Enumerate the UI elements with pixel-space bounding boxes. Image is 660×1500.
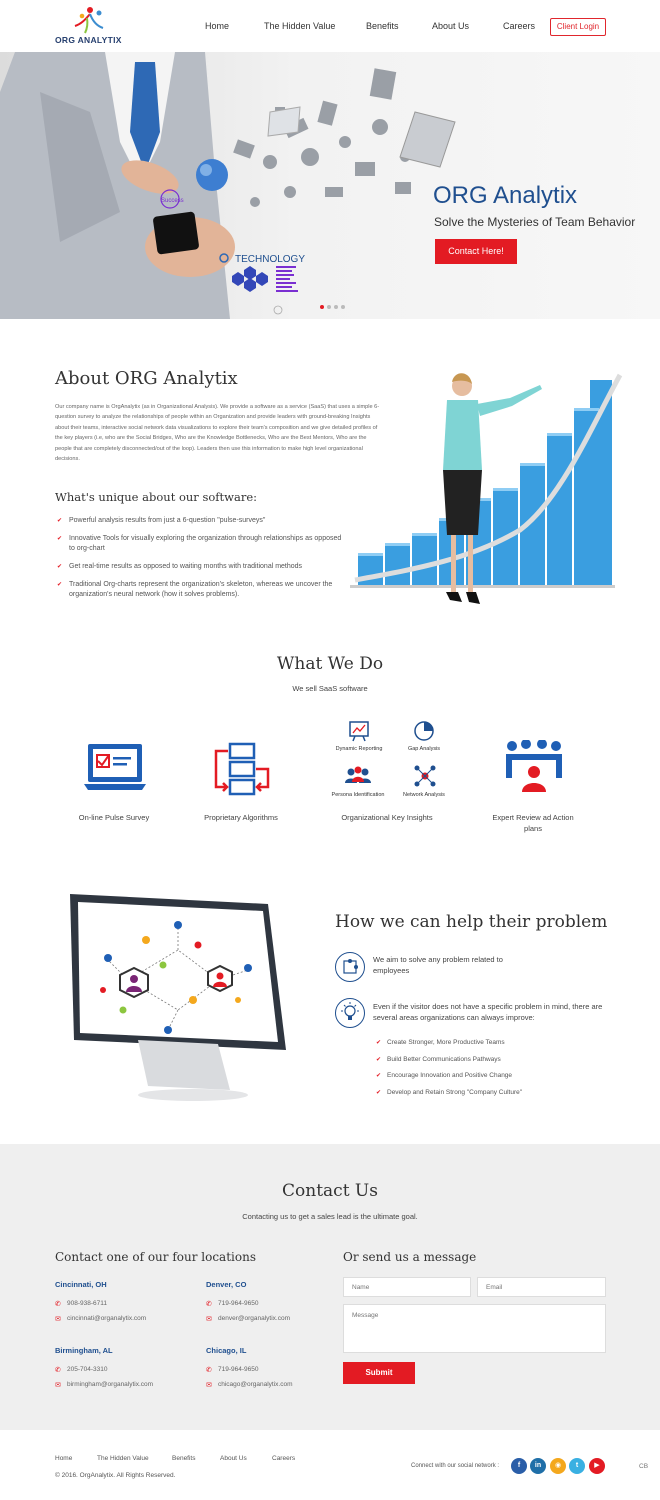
footer-benefits[interactable]: Benefits [172, 1455, 196, 1462]
location-city-cincinnati: Cincinnati, OH [55, 1280, 107, 1289]
submit-button[interactable]: Submit [343, 1362, 415, 1384]
slider-dot-1[interactable] [320, 305, 324, 309]
hero-success-label: Success [161, 198, 184, 204]
location-phone[interactable] [55, 1300, 107, 1307]
nav-home[interactable]: Home [205, 21, 230, 31]
how-title: How we can help their problem [335, 912, 608, 932]
phone-text: 719-964-9650 [218, 1366, 259, 1373]
expert-review-meeting-icon [504, 740, 564, 794]
network-analysis-label: Network Analysis [403, 792, 445, 798]
linkedin-icon[interactable]: in [530, 1458, 546, 1474]
organizational-key-insights-label: Organizational Key Insights [341, 813, 433, 822]
location-phone[interactable] [206, 1300, 258, 1307]
phone-icon: ✆ [206, 1367, 212, 1374]
what-we-do-subtitle: We sell SaaS software [292, 684, 368, 693]
slider-dots [320, 305, 345, 309]
unique-item: ✔ Traditional Org-charts represent the organization's skeleton, whereas we uncover the organization's neural network (how it solves problems). [57, 580, 342, 600]
online-pulse-survey-label: On-line Pulse Survey [78, 813, 150, 822]
logo-figures-icon [55, 4, 125, 36]
copyright: © 2016. OrgAnalytix. All Rights Reserved. [55, 1472, 176, 1479]
improve-item: ✔ Encourage Innovation and Positive Change [376, 1068, 522, 1085]
hero-technology-label: TECHNOLOGY [235, 254, 306, 265]
contact-section [0, 1144, 660, 1430]
dynamic-reporting-label: Dynamic Reporting [335, 746, 383, 752]
help-item-2: Even if the visitor does not have a specific problem in mind, there are several areas organizations can always improve: [373, 1002, 603, 1022]
contact-title: Contact Us [282, 1181, 378, 1201]
expert-review-label: Expert Review ad Action plans [492, 813, 574, 833]
nav-careers[interactable]: Careers [503, 21, 536, 31]
envelope-icon: ✉ [206, 1382, 212, 1389]
email-text: birmingham@organalytix.com [67, 1381, 154, 1388]
form-title: Or send us a message [343, 1250, 477, 1264]
gap-analysis-icon [412, 720, 436, 742]
unique-list [57, 516, 342, 600]
improve-list [376, 1035, 522, 1101]
improve-item: ✔ Create Stronger, More Productive Teams [376, 1035, 522, 1052]
hero-subtitle: Solve the Mysteries of Team Behavior [434, 215, 636, 229]
lightbulb-icon [335, 998, 365, 1028]
unique-item: ✔ Innovative Tools for visually exploring the organization through relationships as opposed to org-chart [57, 534, 342, 554]
about-paragraph: Our company name is OrgAnalytix (as in Organizational Analysis). We provide a software as a service (SaaS) that uses a simple 6-question survey to analyze the relationships of people within an Organization and provide leaders with ground-breaking Insights about their teams, interactive social network data visualizations to explore their team's composition and we give detailed profiles of the key players (i.e, who are the Social Bridges, Who are the Knowledge Bottlenecks, Who are the Best Mentors, Who are the people that are completely disconnected/out of the loop). Leaders then use this information to make high level organizational decisions. [55, 404, 380, 463]
name-input[interactable] [343, 1277, 471, 1297]
social-label: Connect with our social network : [411, 1463, 500, 1469]
monitor-network-image [68, 890, 293, 1105]
unique-item: ✔ Get real-time results as opposed to waiting months with traditional methods [57, 562, 342, 572]
message-textarea[interactable] [343, 1304, 606, 1353]
client-login-button[interactable]: Client Login [550, 18, 606, 36]
dynamic-reporting-icon [347, 720, 371, 742]
footer-home[interactable]: Home [55, 1455, 73, 1462]
phone-text: 908-938-6711 [67, 1300, 107, 1307]
footer-about-us[interactable]: About Us [220, 1455, 247, 1462]
nav-benefits[interactable]: Benefits [366, 21, 399, 31]
twitter-icon[interactable]: t [569, 1458, 585, 1474]
top-navbar [0, 0, 660, 52]
contact-here-button[interactable]: Contact Here! [435, 239, 517, 264]
slider-dot-3[interactable] [334, 305, 338, 309]
what-we-do-title: What We Do [276, 654, 384, 674]
location-city-denver: Denver, CO [206, 1280, 247, 1289]
email-text: chicago@organalytix.com [218, 1381, 293, 1388]
gap-analysis-label: Gap Analysis [407, 746, 441, 752]
email-input[interactable] [477, 1277, 606, 1297]
corner-mark: CB [639, 1463, 649, 1470]
slider-dot-2[interactable] [327, 305, 331, 309]
youtube-icon[interactable]: ▶ [589, 1458, 605, 1474]
network-analysis-icon [413, 764, 437, 788]
improve-item: ✔ Build Better Communications Pathways [376, 1052, 522, 1069]
unique-item: ✔ Powerful analysis results from just a 6-question "pulse-surveys" [57, 516, 342, 526]
location-city-chicago: Chicago, IL [206, 1346, 247, 1355]
persona-identification-label: Persona Identification [331, 792, 385, 798]
nav-hidden-value[interactable]: The Hidden Value [264, 21, 336, 31]
envelope-icon: ✉ [206, 1316, 212, 1323]
locations-title: Contact one of our four locations [55, 1250, 256, 1264]
phone-icon: ✆ [206, 1301, 212, 1308]
slider-dot-4[interactable] [341, 305, 345, 309]
envelope-icon: ✉ [55, 1316, 61, 1323]
about-title: About ORG Analytix [55, 368, 238, 389]
hero-slider [0, 52, 660, 319]
logo[interactable] [55, 4, 125, 48]
phone-icon: ✆ [55, 1367, 61, 1374]
persona-identification-icon [343, 765, 373, 787]
phone-icon: ✆ [55, 1301, 61, 1308]
algorithm-flow-icon [212, 742, 272, 796]
email-text: denver@organalytix.com [218, 1315, 290, 1322]
contact-subtitle: Contacting us to get a sales lead is the ultimate goal. [242, 1212, 418, 1221]
nav-about-us[interactable]: About Us [432, 21, 470, 31]
location-email[interactable] [55, 1381, 153, 1388]
footer-careers[interactable]: Careers [272, 1455, 296, 1462]
location-email[interactable] [206, 1381, 293, 1388]
phone-text: 205-704-3310 [67, 1366, 108, 1373]
puzzle-icon [335, 952, 365, 982]
location-email[interactable] [206, 1315, 290, 1322]
businesswoman-growth-chart-image [350, 370, 625, 620]
footer-hidden-value[interactable]: The Hidden Value [97, 1455, 149, 1462]
phone-text: 719-964-9650 [218, 1300, 259, 1307]
location-phone[interactable] [55, 1366, 107, 1373]
logo-text: ORG ANALYTIX [55, 35, 122, 45]
unique-title: What's unique about our software: [55, 490, 258, 504]
rss-icon[interactable]: ◉ [550, 1458, 566, 1474]
location-email[interactable] [55, 1315, 146, 1322]
envelope-icon: ✉ [55, 1382, 61, 1389]
help-item-1: We aim to solve any problem related to employees [373, 955, 503, 975]
facebook-icon[interactable]: f [511, 1458, 527, 1474]
location-phone[interactable] [206, 1366, 258, 1373]
location-city-birmingham: Birmingham, AL [55, 1346, 113, 1355]
email-text: cincinnati@organalytix.com [67, 1315, 147, 1322]
laptop-survey-icon [84, 742, 146, 794]
hero-title: ORG Analytix [433, 182, 578, 209]
proprietary-algorithms-label: Proprietary Algorithms [204, 813, 278, 822]
improve-item: ✔ Develop and Retain Strong "Company Culture" [376, 1085, 522, 1102]
